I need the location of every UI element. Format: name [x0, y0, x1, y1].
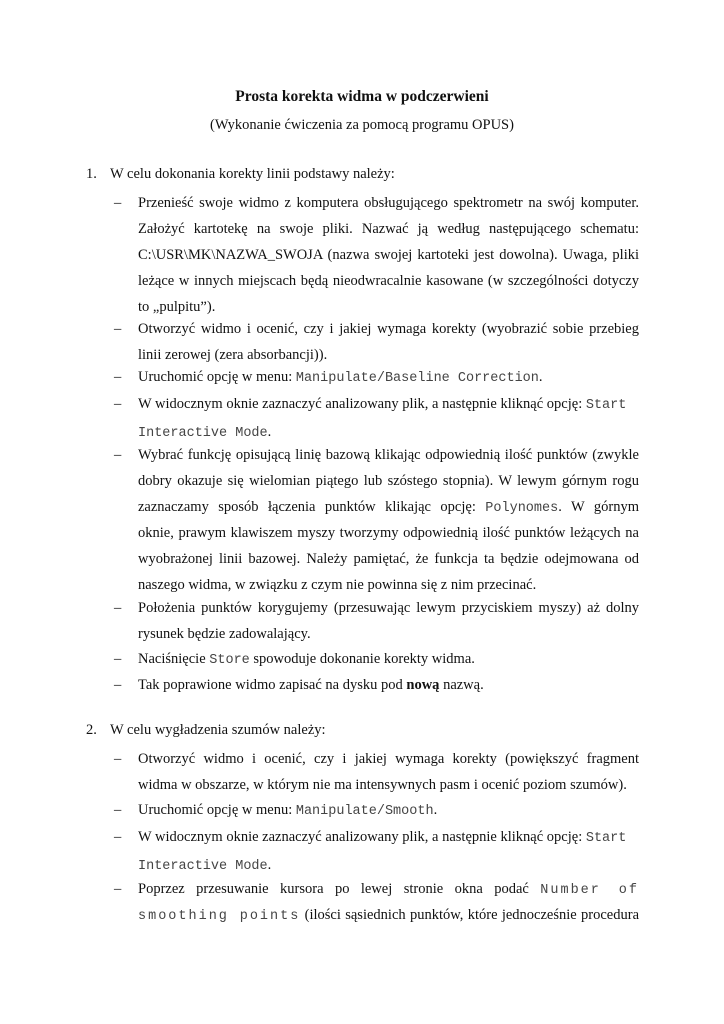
text-line: dobry okazuje się wielomian piątego lub szóstego stopnia). W lewym górnym rogu — [138, 473, 639, 490]
option-name: smoothing points — [138, 909, 301, 925]
text-line: widma w obszarze, w którym nie ma intensywnych pasm i ocenić poziom szumów). — [138, 777, 627, 794]
section-2-heading — [86, 722, 326, 739]
dash-bullet: – — [114, 195, 122, 211]
dash-bullet: – — [114, 751, 122, 767]
text-line: wyobrażonej linii bazowej. Należy pamiętać, że funkcja ta będzie odejmowana od — [138, 551, 639, 568]
text-line: . — [433, 802, 438, 818]
option-name: Polynomes — [485, 501, 559, 517]
menu-path: Manipulate/Baseline Correction — [295, 371, 539, 386]
text-line: oknie, prawym klawiszem myszy tworzymy odpowiednią ilość punktów leżących na — [138, 525, 639, 542]
menu-path: Manipulate/Smooth — [295, 804, 434, 819]
text-line: C:\USR\MK\NAZWA_SWOJA (nazwa swojej kartoteki jest dowolna). Uwaga, pliki — [138, 247, 639, 264]
document-title: Prosta korekta widma w podczerwieni — [235, 88, 489, 105]
document-subtitle: (Wykonanie ćwiczenia za pomocą programu OPUS) — [210, 117, 514, 133]
text-line: to „pulpitu”). — [138, 299, 216, 316]
text-line: naszego widma, w związku z czym nie powinna się z nim przecinać. — [138, 577, 537, 594]
option-name: Store — [209, 653, 250, 668]
section-number: 1. — [86, 166, 97, 182]
option-name: Start — [585, 398, 627, 413]
text-line: spowoduje dokonanie korekty widma. — [249, 651, 475, 667]
text-line: . — [538, 369, 543, 385]
text-line: W widocznym oknie zaznaczyć analizowany plik, a następnie kliknąć opcję: — [138, 829, 586, 845]
dash-bullet: – — [114, 802, 122, 818]
section-heading-text: W celu dokonania korekty linii podstawy należy: — [110, 166, 395, 182]
option-name: Number of — [540, 883, 639, 898]
text-line: W widocznym oknie zaznaczyć analizowany plik, a następnie kliknąć opcję: — [138, 396, 586, 412]
dash-bullet: – — [114, 651, 122, 667]
section-1-heading — [86, 166, 395, 183]
text-line: linii zerowej (zera absorbancji)). — [138, 347, 328, 364]
dash-bullet: – — [114, 677, 122, 693]
text-line: Tak poprawione widmo zapisać na dysku pod — [138, 677, 407, 693]
text-line: Otworzyć widmo i ocenić, czy i jakiej wymaga korekty (wyobrazić sobie przebieg — [138, 321, 639, 337]
dash-bullet: – — [114, 369, 122, 385]
text-line: Założyć kartotekę na swoje pliki. Nazwać ją według następującego schematu: — [138, 221, 639, 238]
emphasis-text: nową — [406, 677, 440, 693]
text-line: (ilości sąsiednich punktów, które jednocześnie procedura — [304, 907, 639, 924]
text-line: . — [267, 424, 272, 441]
option-name: Start — [585, 831, 627, 846]
option-name: Interactive Mode — [138, 859, 268, 875]
text-line: Przenieść swoje widmo z komputera obsługującego spektrometr na swój komputer. — [138, 195, 639, 211]
dash-bullet: – — [114, 829, 122, 845]
section-number: 2. — [86, 722, 97, 738]
text-line: Poprzez przesuwanie kursora po lewej stronie okna podać — [138, 881, 541, 897]
text-line: zaznaczamy sposób łączenia punktów klikając opcję: — [138, 499, 486, 516]
text-line: Uruchomić opcję w menu: — [138, 369, 296, 385]
text-line: nazwą. — [439, 677, 484, 693]
text-line: Położenia punktów korygujemy (przesuwając lewym przyciskiem myszy) aż dolny — [138, 600, 639, 616]
text-line: rysunek będzie zadowalający. — [138, 626, 311, 643]
text-line: Otworzyć widmo i ocenić, czy i jakiej wymaga korekty (powiększyć fragment — [138, 751, 639, 767]
option-name: Interactive Mode — [138, 426, 268, 442]
text-line: . — [267, 857, 272, 874]
dash-bullet: – — [114, 321, 122, 337]
dash-bullet: – — [114, 881, 122, 897]
text-line: leżące w innych miejscach będą nieodwracalnie kasowane (w szczególności dotyczy — [138, 273, 639, 290]
dash-bullet: – — [114, 396, 122, 412]
text-line: . W górnym — [558, 499, 639, 516]
text-line: Wybrać funkcję opisującą linię bazową klikając odpowiednią ilość punktów (zwykle — [138, 447, 639, 463]
dash-bullet: – — [114, 600, 122, 616]
dash-bullet: – — [114, 447, 122, 463]
text-line: Uruchomić opcję w menu: — [138, 802, 296, 818]
text-line: Naciśnięcie — [138, 651, 210, 667]
section-heading-text: W celu wygładzenia szumów należy: — [110, 722, 326, 738]
